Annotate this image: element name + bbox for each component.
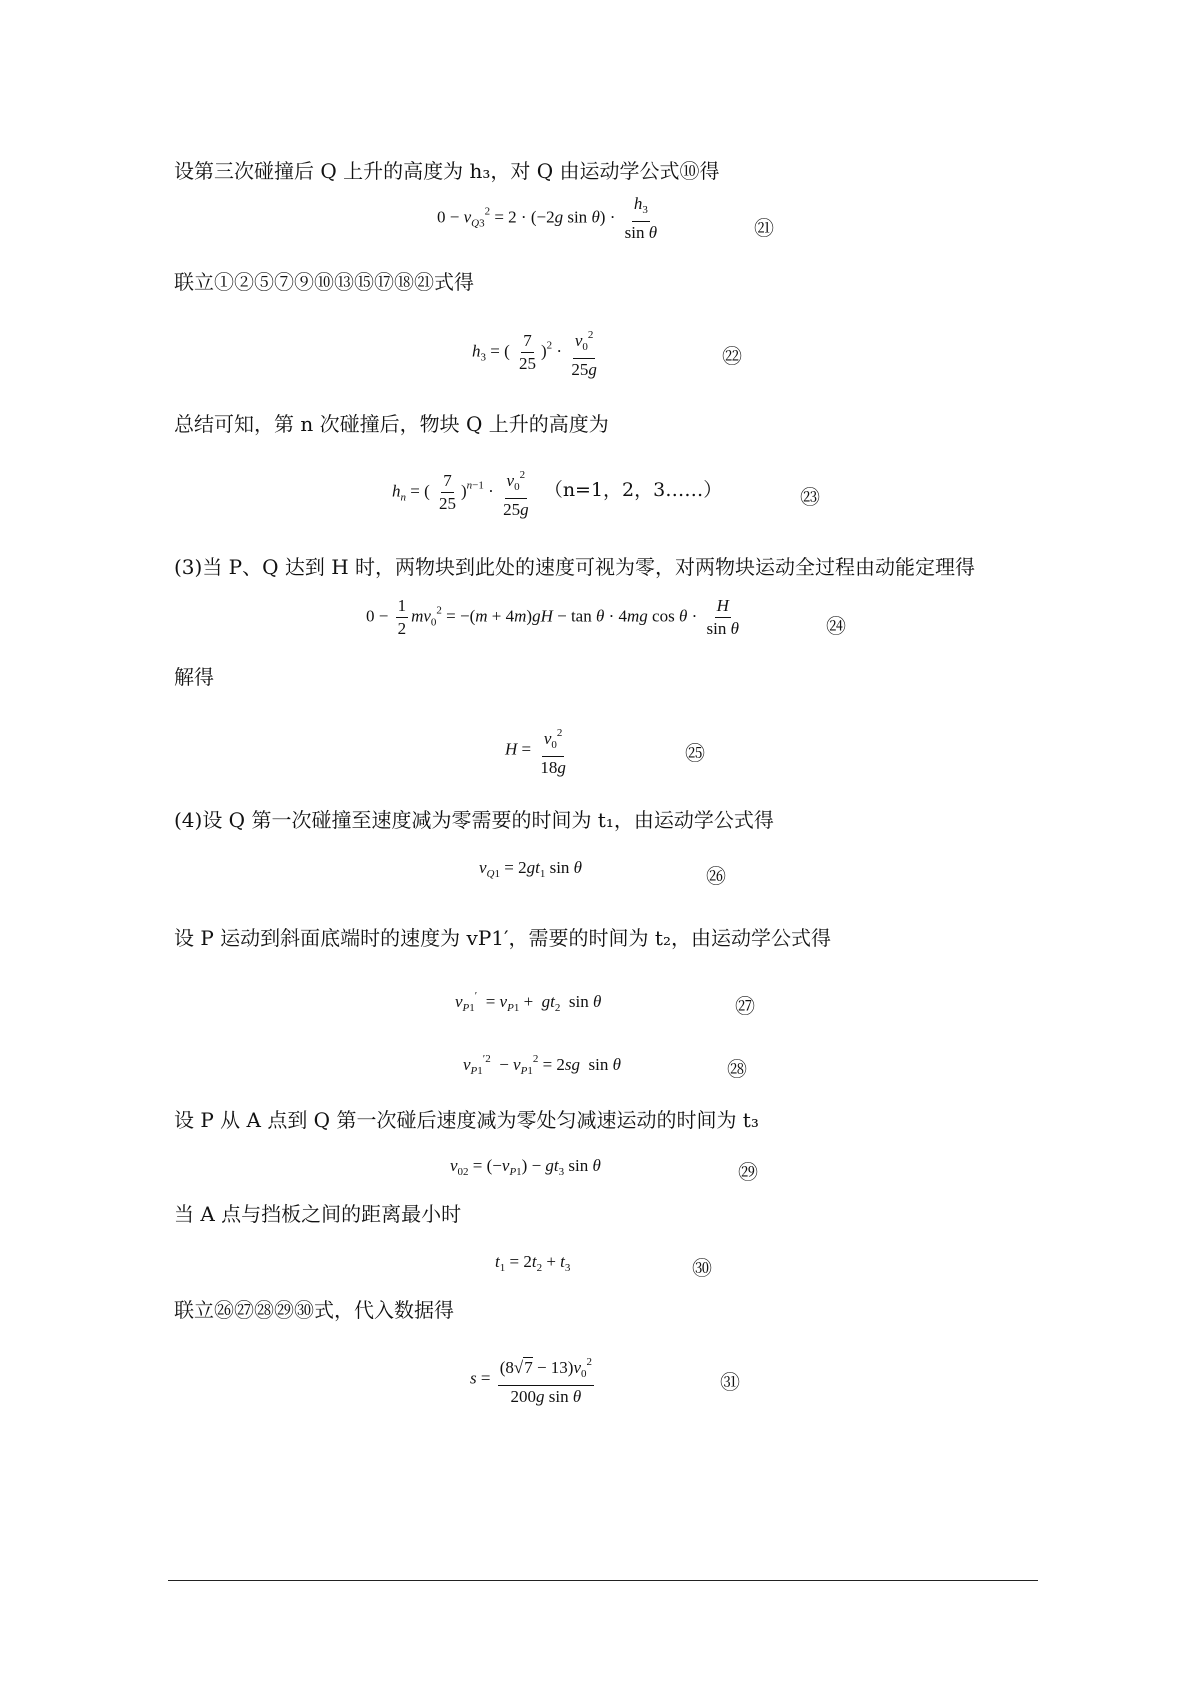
equation-24: 0 − $\frac{1}{2}$ $mv_0^2 = -(m + 4m)gH - \tan \theta \cdot 4mg$ cos θ · $\frac{H}{\text{sin θ}}$	[366, 596, 739, 638]
equation-31: s = $\frac{(8√7 - 13)v_0^2}{\text{200g sin θ}}$	[470, 1352, 597, 1407]
paragraph-7: 设 P 运动到斜面底端时的速度为 vP1′，需要的时间为 t₂，由运动学公式得	[174, 926, 831, 950]
equation-number-24: ㉔	[826, 614, 846, 638]
equation-number-31: ㉛	[720, 1370, 740, 1394]
footer-rule	[168, 1580, 1038, 1581]
paragraph-4: (3)当 P、Q 达到 H 时，两物块到此处的速度可视为零，对两物块运动全过程由动能定理得	[174, 555, 976, 579]
equation-26: $v_{Q1} = 2gt_1$ sin θ	[479, 858, 583, 880]
equation-23-range: （n=1，2，3……）	[543, 479, 723, 502]
equation-29: $v_{02} = (-v_{P1}) - gt_3$ sin θ	[450, 1156, 601, 1178]
equation-21: $0 - v_{Q3}^2 = 2 \cdot (-2g$ sin θ) · $\frac{h_3}{\text{sin θ}}$	[437, 194, 658, 242]
paragraph-8: 设 P 从 A 点到 Q 第一次碰后速度减为零处匀减速运动的时间为 t₃	[174, 1108, 759, 1132]
paragraph-2: 联立①②⑤⑦⑨⑩⑬⑮⑰⑱㉑式得	[174, 270, 474, 294]
equation-number-21: ㉑	[754, 216, 774, 240]
equation-number-23: ㉓	[800, 485, 820, 509]
paragraph-1: 设第三次碰撞后 Q 上升的高度为 h₃，对 Q 由运动学公式⑩得	[174, 159, 720, 183]
equation-22: $h_3$ = ( $\frac{7}{25}$ )$^2$ · $\frac{v_0^2}{25g}$	[472, 325, 602, 380]
paragraph-9: 当 A 点与挡板之间的距离最小时	[174, 1202, 462, 1226]
paragraph-10: 联立㉖㉗㉘㉙㉚式，代入数据得	[174, 1298, 454, 1322]
paragraph-3: 总结可知，第 n 次碰撞后，物块 Q 上升的高度为	[174, 412, 609, 436]
equation-number-22: ㉒	[722, 344, 742, 368]
equation-number-27: ㉗	[735, 994, 755, 1018]
equation-number-25: ㉕	[685, 741, 705, 765]
equation-number-28: ㉘	[727, 1057, 747, 1081]
equation-25: H = $\frac{v_0^2}{18g}$	[505, 723, 571, 778]
paragraph-5: 解得	[174, 665, 214, 689]
equation-27: $v_{P1}' = v_{P1} + gt_2$ sin θ	[455, 990, 602, 1014]
equation-28: $v_{P1}^{'2} - v_{P1}^2 = 2sg$ sin θ	[463, 1053, 621, 1077]
paragraph-6: (4)设 Q 第一次碰撞至速度减为零需要的时间为 t₁，由运动学公式得	[174, 808, 774, 832]
equation-number-29: ㉙	[738, 1160, 758, 1184]
equation-number-30: ㉚	[692, 1256, 712, 1280]
equation-number-26: ㉖	[706, 864, 726, 888]
equation-23: $h_n$ = ( $\frac{7}{25}$ )$^{n-1}$ · $\frac{v_0^2}{25g}$ （n=1，2，3……）	[392, 465, 722, 520]
equation-30: $t_1 = 2t_2 + t_3$	[495, 1252, 571, 1274]
